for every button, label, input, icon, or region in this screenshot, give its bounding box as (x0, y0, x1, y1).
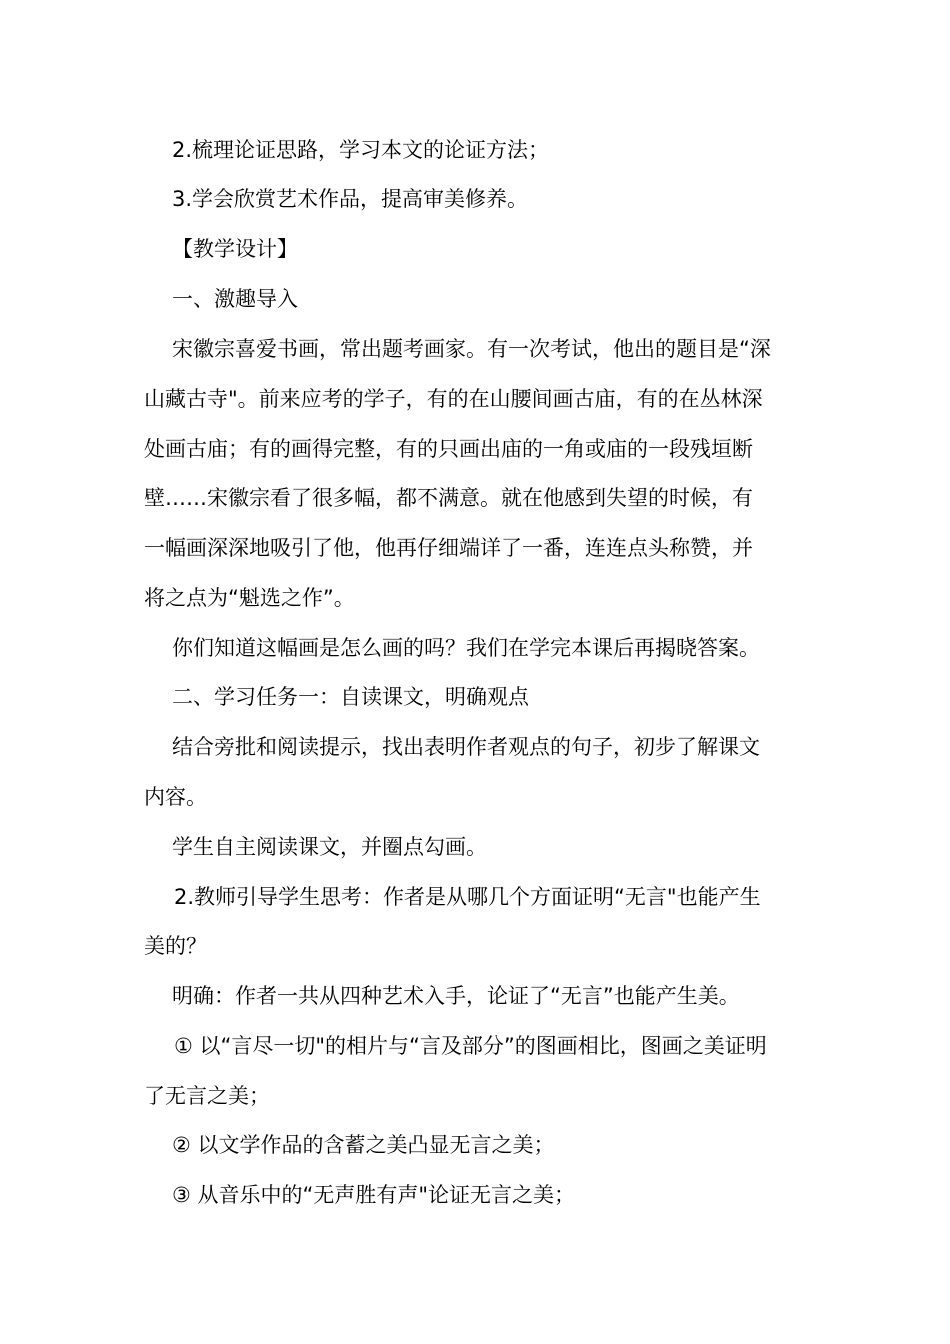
list-item-continued: 了无言之美； (144, 1084, 270, 1108)
paragraph-line: 处画古庙；有的画得完整，有的只画出庙的一角或庙的一段残垣断 (144, 437, 753, 461)
paragraph-line: 一幅画深深地吸引了他，他再仔细端详了一番，连连点头称赞，并 (144, 536, 753, 560)
paragraph-line: 将之点为“魁选之作”。 (144, 586, 355, 610)
objective-3: 3.学会欣赏艺术作品，提高审美修养。 (172, 187, 529, 211)
list-item: ② 以文学作品的含蓄之美凸显无言之美； (172, 1133, 555, 1157)
list-item: ① 以“言尽一切"的相片与“言及部分”的图画相比，图画之美证明 (174, 1034, 767, 1058)
objective-2: 2.梳理论证思路，学习本文的论证方法； (172, 138, 550, 162)
paragraph-line: 学生自主阅读课文，并圈点勾画。 (172, 835, 487, 859)
paragraph-line: 美的？ (144, 934, 207, 958)
paragraph-line: 内容。 (144, 785, 207, 809)
paragraph-line: 2.教师引导学生思考：作者是从哪几个方面证明“无言"也能产生 (174, 885, 761, 909)
paragraph-line: 壁……宋徽宗看了很多幅，都不满意。就在他感到失望的时候，有 (144, 486, 753, 510)
section-heading-teaching-design: 【教学设计】 (172, 237, 298, 261)
paragraph-line: 山藏古寺"。前来应考的学子，有的在山腰间画古庙，有的在丛林深 (144, 387, 763, 411)
section-heading-task-one: 二、学习任务一：自读课文，明确观点 (172, 685, 529, 709)
paragraph-line: 宋徽宗喜爱书画，常出题考画家。有一次考试，他出的题目是“深 (172, 337, 771, 361)
paragraph-line: 结合旁批和阅读提示，找出表明作者观点的句子，初步了解课文 (172, 735, 760, 759)
paragraph-line: 你们知道这幅画是怎么画的吗？我们在学完本课后再揭晓答案。 (172, 636, 760, 660)
section-heading-intro: 一、激趣导入 (172, 287, 298, 311)
list-item: ③ 从音乐中的“无声胜有声"论证无言之美； (172, 1183, 576, 1207)
paragraph-line: 明确：作者一共从四种艺术入手，论证了“无言”也能产生美。 (172, 984, 740, 1008)
